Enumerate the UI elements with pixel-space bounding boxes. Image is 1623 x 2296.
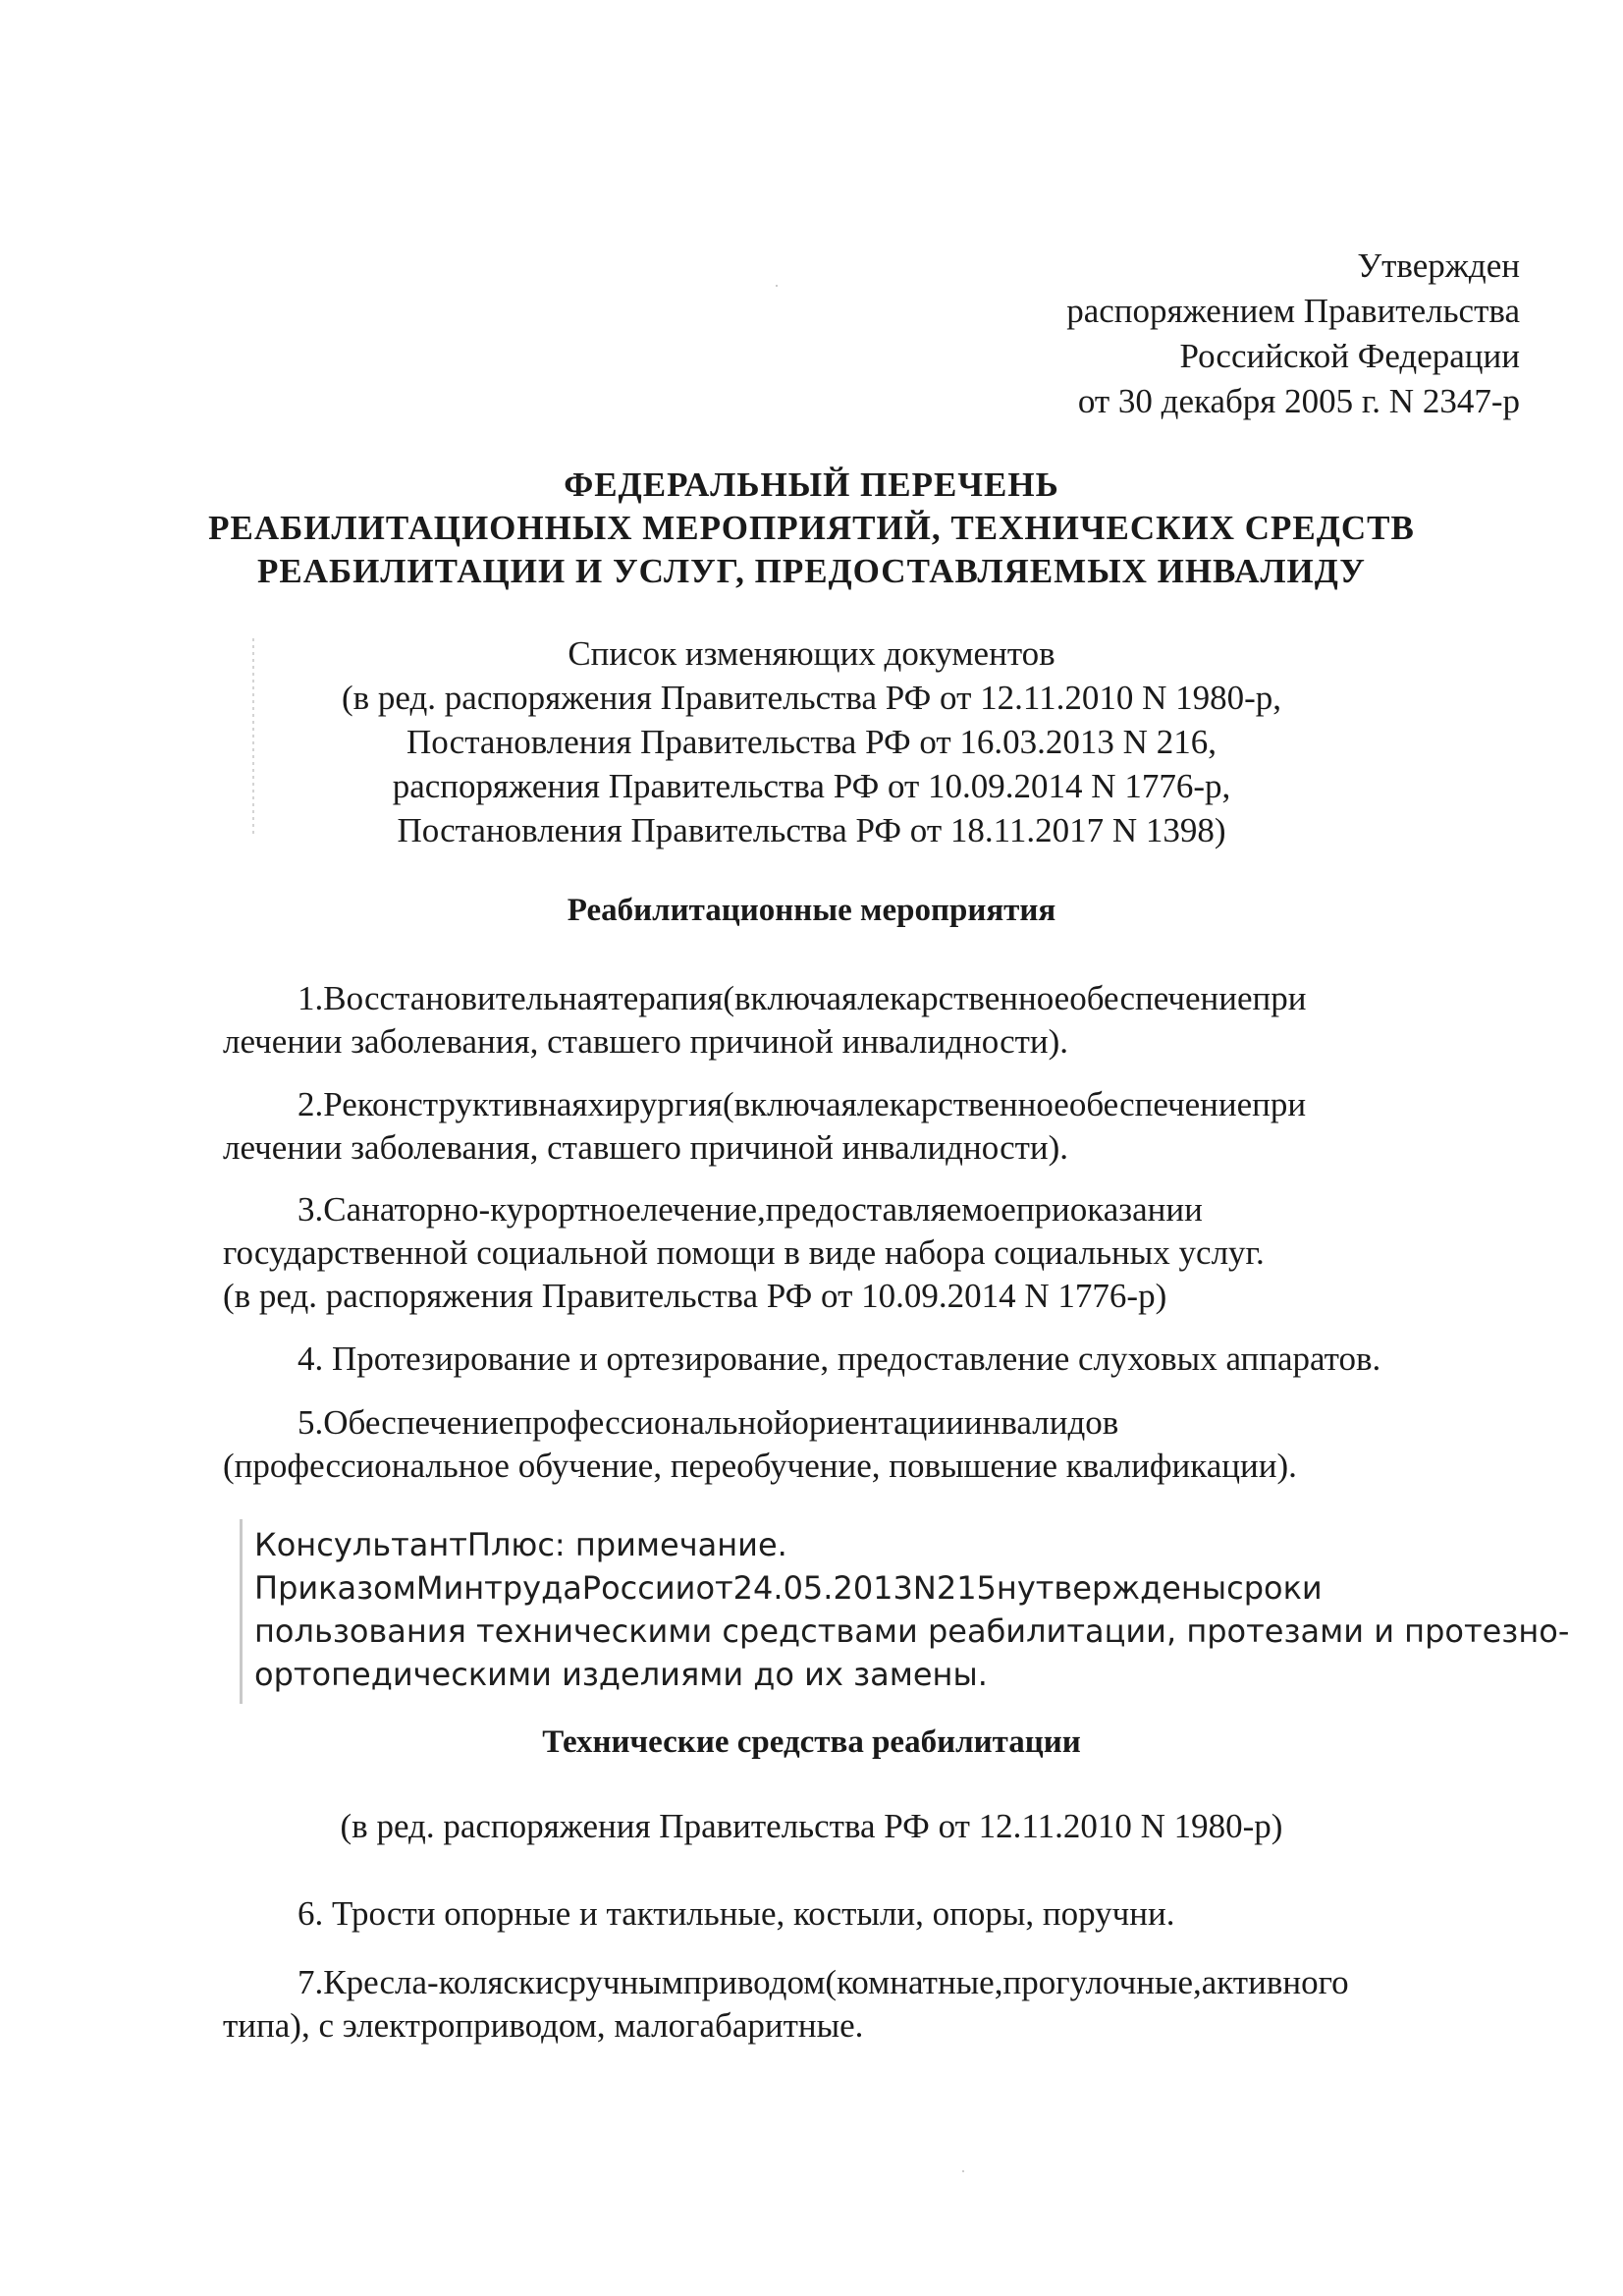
list-item-4 [223,1338,1521,1381]
word: Минтруда [415,1569,582,1607]
word: 24.05.2013 [732,1569,913,1607]
list-item-1 [223,977,1521,1064]
word: прогулочные, [1002,1963,1202,2001]
word: терапия [608,979,724,1017]
scan-speck [962,2170,964,2172]
word: Реконструктивная [323,1085,588,1123]
item-text: лечении заболевания, ставшего причиной инвалидности). [223,1128,1069,1167]
document-title [0,464,1623,593]
list-item-6 [223,1892,1521,1936]
word: инвалидов [963,1403,1119,1442]
approval-line: распоряжением Правительства [1066,292,1520,330]
item-amendment: (в ред. распоряжения Правительства РФ от 10.09.2014 N 1776-р) [223,1277,1167,1315]
amending-documents-heading: Список изменяющих документов [568,634,1055,673]
amending-documents-list [0,631,1623,852]
word: Санаторно-курортное [323,1190,641,1229]
word: 5. [298,1403,324,1442]
word: 2. [298,1085,324,1123]
word: при [1015,1190,1070,1229]
item-text: 6. Трости опорные и тактильные, костыли, опоры, поручни. [298,1894,1175,1933]
word: (комнатные, [825,1963,1003,2001]
amending-document: распоряжения Правительства РФ от 10.09.2014 N 1776-р, [392,767,1231,805]
word: активного [1201,1963,1349,2001]
justified-line [223,1083,1521,1126]
note-text: ортопедическими изделиями до их замены. [254,1656,988,1693]
justified-line [223,977,1521,1020]
word: обеспечение [1069,979,1253,1017]
scan-speck [776,285,778,287]
word: оказании [1069,1190,1203,1229]
amending-document: Постановления Правительства РФ от 16.03.2013 N 216, [406,723,1217,761]
title-line: РЕАБИЛИТАЦИОННЫХ МЕРОПРИЯТИЙ, ТЕХНИЧЕСКИХ СРЕДСТВ [208,509,1415,547]
approval-block [1066,244,1520,424]
item-text: государственной социальной помощи в виде набора социальных услуг. [223,1233,1265,1272]
justified-line [254,1566,1496,1610]
section-heading-rehab-measures: Реабилитационные мероприятия [567,893,1056,928]
item-text: 4. Протезирование и ортезирование, предоставление слуховых аппаратов. [298,1339,1381,1378]
amending-document: Постановления Правительства РФ от 18.11.2017 N 1398) [397,811,1226,849]
justified-line [223,1188,1521,1231]
item-text: лечении заболевания, ставшего причиной инвалидности). [223,1022,1069,1061]
approval-line: от 30 декабря 2005 г. N 2347-р [1077,382,1520,420]
word: 7. [298,1963,324,2001]
word: Приказом [254,1569,416,1607]
word: утверждены [1016,1569,1227,1607]
word: от [695,1569,733,1607]
note-label: КонсультантПлюс: примечание. [254,1526,787,1563]
list-item-2 [223,1083,1521,1170]
note-text: пользования техническими средствами реабилитации, протезами и протезно- [254,1613,1570,1650]
section-heading-technical-means: Технические средства реабилитации [542,1724,1081,1760]
word: ориентации [791,1403,964,1442]
justified-line [223,1961,1521,2004]
item-text: (профессиональное обучение, переобучение, повышение квалификации). [223,1447,1297,1485]
section-amendment: (в ред. распоряжения Правительства РФ от 12.11.2010 N 1980-р) [340,1807,1283,1845]
word: лекарственное [856,1085,1069,1123]
consultant-note [254,1523,1570,1696]
word: 1. [298,979,324,1017]
word: Кресла-коляски [323,1963,554,2001]
word: профессиональной [514,1403,792,1442]
list-item-3 [223,1188,1521,1318]
word: сроки [1226,1569,1323,1607]
word: (включая [722,1085,857,1123]
word: с [553,1963,569,2001]
title-line: РЕАБИЛИТАЦИИ И УСЛУГ, ПРЕДОСТАВЛЯЕМЫХ ИНВАЛИДУ [257,552,1366,590]
word: при [1252,1085,1307,1123]
word: лекарственное [857,979,1070,1017]
item-text: типа), с электроприводом, малогабаритные. [223,2006,864,2045]
word: обеспечение [1068,1085,1253,1123]
amending-document: (в ред. распоряжения Правительства РФ от 12.11.2010 N 1980-р, [341,679,1281,717]
note-margin-bar [240,1519,243,1704]
list-item-7 [223,1961,1521,2048]
word: предоставляемое [765,1190,1016,1229]
word: России [581,1569,696,1607]
word: Обеспечение [323,1403,514,1442]
word: N [912,1569,937,1607]
word: хирургия [587,1085,723,1123]
approval-line: Утвержден [1357,246,1520,285]
word: 3. [298,1190,324,1229]
word: (включая [723,979,858,1017]
word: лечение, [640,1190,766,1229]
approval-line: Российской Федерации [1179,337,1520,375]
word: при [1252,979,1307,1017]
word: ручным [568,1963,683,2001]
title-line: ФЕДЕРАЛЬНЫЙ ПЕРЕЧЕНЬ [564,465,1059,504]
word: Восстановительная [323,979,609,1017]
list-item-5 [223,1401,1521,1488]
word: приводом [682,1963,826,2001]
word: 215н [936,1569,1017,1607]
justified-line [223,1401,1521,1445]
